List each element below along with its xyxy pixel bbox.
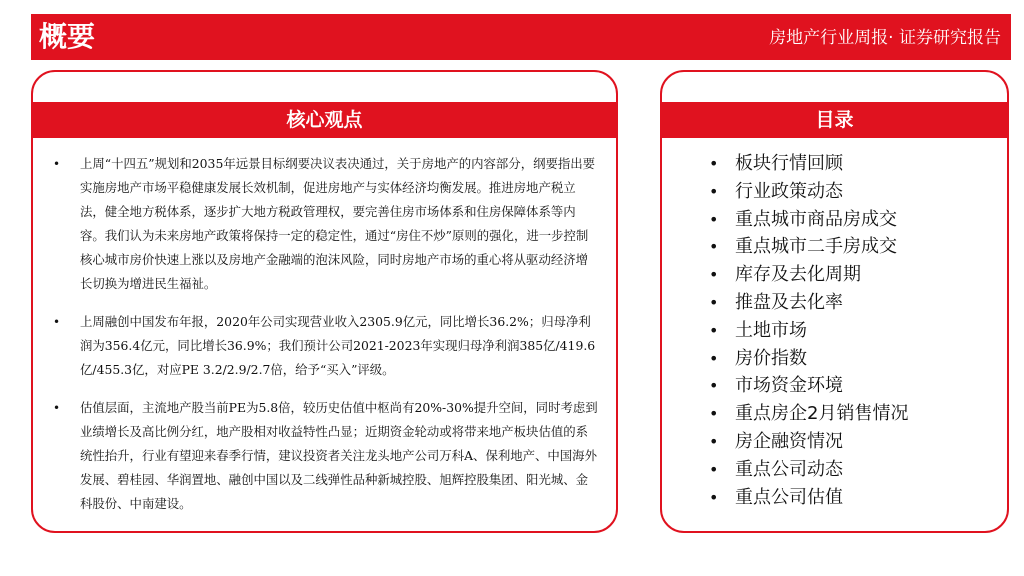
toc-item-label: 推盘及去化率 (735, 291, 843, 313)
bullet-icon: • (709, 181, 719, 201)
toc-item[interactable] (709, 345, 908, 373)
toc-item[interactable] (709, 428, 908, 456)
toc-list (709, 150, 908, 511)
report-subtitle: 房地产行业周报· 证券研究报告 (769, 28, 1001, 48)
toc-card (660, 70, 1009, 533)
core-point-text: 估值层面，主流地产股当前PE为5.8倍，较历史估值中枢尚有20%-30%提升空间，同时考虑到业绩增长及高比例分红，地产股相对收益特性凸显；近期资金轮动或将带来地产板块估值的系统性抬升，行业有望迎来春季行情，建议投资者关注龙头地产公司万科A、保利地产、中国海外发展、碧桂园、华润置地、融创中国以及二线弹性品种新城控股、旭辉控股集团、阳光城、金科股份、中南建设。 (80, 400, 598, 511)
core-point (53, 396, 598, 516)
bullet-icon: • (709, 348, 719, 368)
bullet-icon: • (709, 320, 719, 340)
toc-item[interactable] (709, 150, 908, 178)
core-point-text: 上周融创中国发布年报，2020年公司实现营业收入2305.9亿元，同比增长36.2%；归母净利润为356.4亿元，同比增长36.9%；我们预计公司2021-2023年实现归母净利润385亿/419.6亿/455.3亿，对应PE 3.2/2.9/2.7倍，给予“买入”评级。 (80, 314, 596, 377)
bullet-icon: • (709, 404, 719, 424)
toc-item-label: 重点公司动态 (735, 458, 843, 480)
bullet-icon: • (709, 265, 719, 285)
core-point (53, 152, 598, 296)
bullet-icon: • (53, 401, 61, 415)
toc-item[interactable] (709, 400, 908, 428)
toc-item[interactable] (709, 317, 908, 345)
toc-item[interactable] (709, 289, 908, 317)
toc-item[interactable] (709, 206, 908, 234)
toc-item[interactable] (709, 178, 908, 206)
core-points-list (53, 152, 598, 530)
bullet-icon: • (709, 292, 719, 312)
toc-item[interactable] (709, 261, 908, 289)
toc-item[interactable] (709, 233, 908, 261)
toc-item-label: 行业政策动态 (735, 180, 843, 202)
toc-item-label: 土地市场 (735, 319, 807, 341)
toc-title: 目录 (662, 102, 1007, 138)
bullet-icon: • (709, 431, 719, 451)
core-views-title: 核心观点 (33, 102, 616, 138)
toc-item-label: 重点城市商品房成交 (735, 208, 897, 230)
bullet-icon: • (709, 209, 719, 229)
toc-item-label: 市场资金环境 (735, 375, 843, 397)
core-views-card (31, 70, 618, 533)
bullet-icon: • (709, 237, 719, 257)
toc-item-label: 重点公司估值 (735, 486, 843, 508)
toc-item-label: 房企融资情况 (735, 430, 843, 452)
core-point-text: 上周“十四五”规划和2035年远景目标纲要决议表决通过，关于房地产的内容部分，纲要指出要实施房地产市场平稳健康发展长效机制，促进房地产与实体经济均衡发展。推进房地产税立法，健全地方税体系，逐步扩大地方税政管理权，要完善住房市场体系和住房保障体系等内容。我们认为未来房地产政策将保持一定的稳定性，通过“房住不炒”原则的强化，进一步控制核心城市房价快速上涨以及房地产金融端的泡沫风险，同时房地产市场的重心将从驱动经济增长切换为增进民生福祉。 (80, 156, 596, 291)
toc-item[interactable] (709, 456, 908, 484)
toc-item-label: 库存及去化周期 (735, 264, 861, 286)
page-title: 概要 (39, 20, 96, 53)
core-point (53, 310, 598, 382)
header-bar (31, 14, 1011, 60)
toc-item-label: 板块行情回顾 (735, 153, 843, 174)
bullet-icon: • (709, 487, 719, 507)
bullet-icon: • (53, 157, 61, 171)
toc-item[interactable] (709, 372, 908, 400)
bullet-icon: • (709, 459, 719, 479)
bullet-icon: • (53, 315, 61, 329)
bullet-icon: • (709, 154, 719, 173)
bullet-icon: • (709, 376, 719, 396)
toc-item-label: 重点房企2月销售情况 (735, 403, 909, 425)
toc-item-label: 房价指数 (735, 347, 807, 369)
toc-item-label: 重点城市二手房成交 (735, 236, 897, 258)
toc-item[interactable] (709, 484, 908, 512)
